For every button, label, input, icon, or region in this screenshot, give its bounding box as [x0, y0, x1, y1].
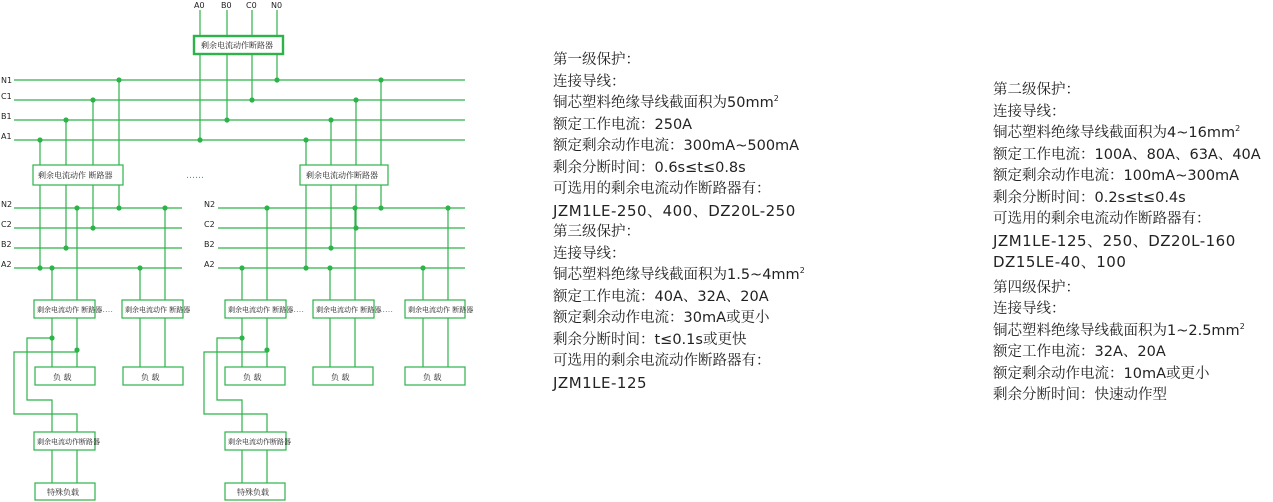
level1-rated-current: 额定工作电流：250A [553, 116, 693, 133]
special-load-label: 特殊负载 [47, 488, 79, 497]
level4-break-time: 剩余分断时间：快速动作型 [993, 387, 1167, 403]
bus-label-a2: A2 [204, 260, 215, 269]
junction-dot [162, 205, 167, 210]
junction-dot [445, 205, 450, 210]
bus-label-b1: B1 [1, 112, 12, 121]
bus-label-b2: B2 [1, 240, 12, 249]
junction-dot [74, 347, 79, 352]
level2-section [993, 123, 1261, 145]
level3-section [553, 265, 805, 287]
junction-dot [49, 335, 54, 340]
level1-section-text: 铜芯塑料绝缘导线截面积为50mm [553, 95, 774, 111]
level3-break-time: 剩余分断时间：t≤0.1s或更快 [553, 331, 747, 348]
bus-label-b2: B2 [204, 240, 215, 249]
level1-residual-current: 额定剩余动作电流：300mA~500mA [553, 138, 800, 154]
junction-dot [37, 265, 42, 270]
level3-breaker-label: 剩余电流动作 断路器 [125, 306, 191, 314]
junction-dot [378, 77, 383, 82]
level3-wire-label: 连接导线： [553, 245, 626, 262]
junction-dot [137, 265, 142, 270]
junction-dot [116, 205, 121, 210]
level2-section-text: 铜芯塑料绝缘导线截面积为4~16mm [993, 125, 1236, 141]
junction-dot [327, 265, 332, 270]
input-label-a0: A0 [194, 1, 205, 10]
level4-rated-current: 额定工作电流：32A、20A [993, 344, 1166, 360]
special-breaker-label: 剩余电流动作断路器 [37, 438, 100, 446]
junction-dot [352, 205, 357, 210]
level4-section-sup: 2 [1239, 321, 1245, 331]
ellipsis: …… [288, 305, 304, 314]
load-label: 负 载 [53, 373, 72, 382]
input-label-n0: N0 [271, 1, 283, 10]
level3-residual-current: 额定剩余动作电流：30mA或更小 [553, 310, 770, 326]
level1-section-sup: 2 [773, 94, 779, 104]
level1-section [553, 93, 805, 115]
load-label: 负 载 [243, 373, 262, 382]
load-label: 负 载 [423, 373, 442, 382]
level4-section-text: 铜芯塑料绝缘导线截面积为1~2.5mm [993, 322, 1240, 339]
level4-residual-current: 额定剩余动作电流：10mA或更小 [993, 365, 1210, 382]
bus-label-n2: N2 [204, 200, 216, 209]
level3-title: 第三级保护： [553, 224, 640, 240]
special-load-label: 特殊负载 [237, 488, 269, 497]
junction-dot [420, 265, 425, 270]
level3-breaker-label: 剩余电流动作 断路器 [316, 306, 382, 314]
junction-dot [49, 265, 54, 270]
junction-dot [74, 205, 79, 210]
bus-label-n1: N1 [1, 76, 13, 85]
bus-label-c2: C2 [204, 220, 215, 229]
level3-rated-current: 额定工作电流：40A、32A、20A [553, 288, 769, 305]
level2-options-label: 可选用的剩余电流动作断路器有： [993, 211, 1211, 227]
junction-dot [353, 97, 358, 102]
junction-dot [328, 245, 333, 250]
junction-dot [37, 137, 42, 142]
level2-models-line1: JZM1LE-125、250、DZ20L-160 [993, 231, 1236, 250]
protection-wiring-diagram [0, 0, 520, 502]
junction-dot [90, 225, 95, 230]
level2-title: 第二级保护： [993, 82, 1080, 98]
ellipsis: …… [97, 305, 113, 314]
load-label: 负 载 [141, 373, 160, 382]
junction-dot [224, 117, 229, 122]
ellipsis: …… [377, 305, 393, 314]
junction-dot [249, 97, 254, 102]
level4-wire-label: 连接导线： [993, 301, 1066, 317]
junction-dot [378, 205, 383, 210]
level2-section-sup: 2 [1235, 124, 1241, 134]
level2-breaker-label-left: 剩余电流动作 断路器 [38, 171, 113, 180]
bus-label-c1: C1 [1, 92, 12, 101]
junction-dot [116, 77, 121, 82]
level2-break-time: 剩余分断时间：0.2s≤t≤0.4s [993, 189, 1186, 206]
input-label-c0: C0 [246, 1, 257, 10]
level1-title: 第一级保护： [553, 52, 640, 68]
junction-dot [63, 117, 68, 122]
junction-dot [264, 205, 269, 210]
level1-options-label: 可选用的剩余电流动作断路器有： [553, 181, 771, 197]
input-label-b0: B0 [221, 1, 232, 10]
level3-breaker-label: 剩余电流动作 断路器 [408, 306, 474, 314]
level3-breaker-label: 剩余电流动作 断路器 [37, 306, 103, 314]
level3-options-label: 可选用的剩余电流动作断路器有： [553, 353, 771, 369]
level3-models: JZM1LE-125 [553, 373, 648, 392]
level3-section-sup: 2 [799, 266, 805, 276]
junction-dot [264, 347, 269, 352]
main-breaker-label: 剩余电流动作断路器 [201, 41, 273, 50]
junction-dot [303, 265, 308, 270]
junction-dot [90, 97, 95, 102]
junction-dot [353, 225, 358, 230]
level2-rated-current: 额定工作电流：100A、80A、63A、40A [993, 146, 1261, 163]
protection-spec-column-middle [553, 50, 805, 394]
level4-section [993, 321, 1261, 343]
junction-dot [197, 137, 202, 142]
junction-dot [303, 137, 308, 142]
level2-models-line2: DZ15LE-40、100 [993, 253, 1127, 271]
load-label: 负 载 [331, 373, 350, 382]
level2-residual-current: 额定剩余动作电流：100mA~300mA [993, 168, 1240, 184]
level2-breaker-label-right: 剩余电流动作断路器 [306, 171, 378, 180]
junction-dot [328, 117, 333, 122]
level4-title: 第四级保护： [993, 279, 1080, 296]
junction-dot [274, 77, 279, 82]
junction-dot [239, 265, 244, 270]
bus-label-a1: A1 [1, 132, 12, 141]
level3-section-text: 铜芯塑料绝缘导线截面积为1.5~4mm [553, 267, 800, 283]
level2-wire-label: 连接导线： [993, 103, 1066, 120]
level1-break-time: 剩余分断时间：0.6s≤t≤0.8s [553, 159, 746, 176]
level3-breaker-label: 剩余电流动作 断路器 [228, 306, 294, 314]
bus-label-n2: N2 [1, 200, 13, 209]
bus-label-c2: C2 [1, 220, 12, 229]
level1-models: JZM1LE-250、400、DZ20L-250 [553, 201, 796, 220]
ellipsis: …… [186, 171, 204, 181]
junction-dot [63, 245, 68, 250]
special-breaker-label: 剩余电流动作断路器 [228, 438, 291, 446]
level1-wire-label: 连接导线： [553, 73, 626, 90]
bus-label-a2: A2 [1, 260, 12, 269]
junction-dot [239, 335, 244, 340]
protection-spec-column-right [993, 80, 1261, 407]
